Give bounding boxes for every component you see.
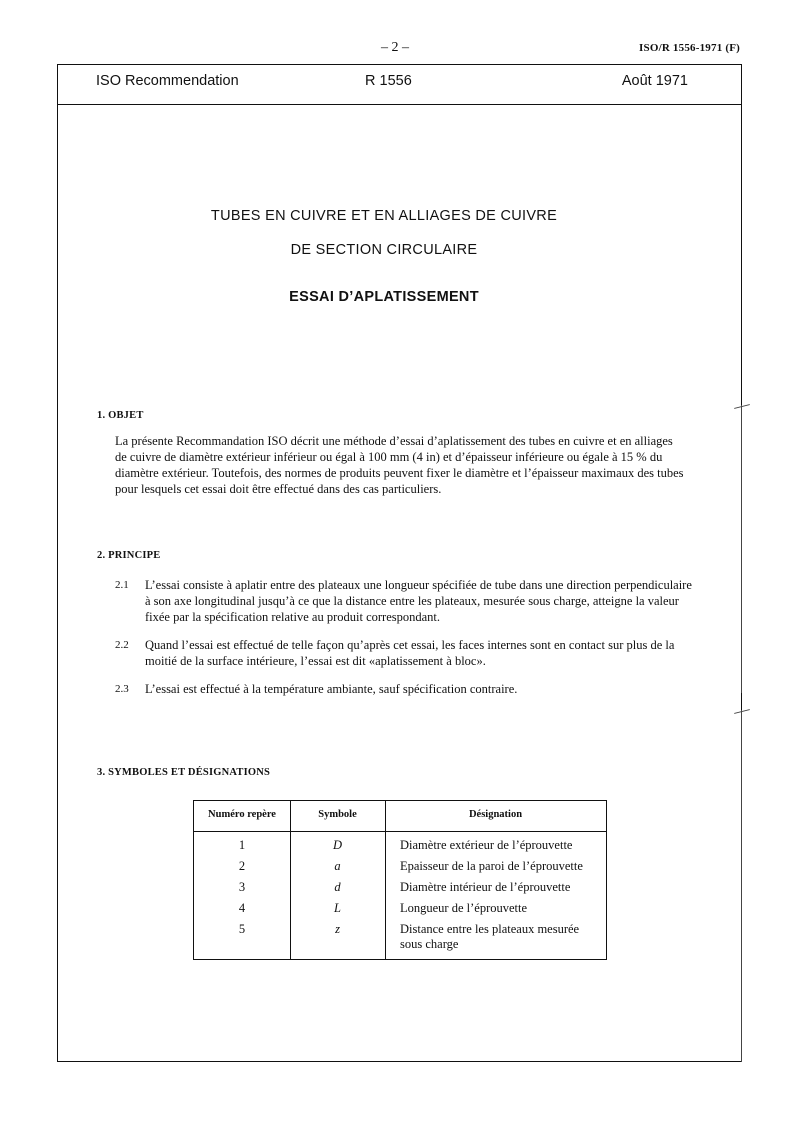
paragraph-line: L’essai consiste à aplatir entre des plateaux une longueur spécifiée de tube dans une direction perpendiculaire [145, 578, 692, 592]
paragraph-line: L’essai est effectué à la température ambiante, sauf spécification contraire. [145, 682, 518, 696]
section-1-paragraph [115, 433, 735, 497]
clause-2-1-text [145, 577, 730, 625]
row-number: 5 [238, 922, 246, 936]
document-reference: ISO/R 1556-1971 (F) [639, 42, 740, 54]
section-1-heading: 1. OBJET [97, 410, 144, 421]
header-number: R 1556 [365, 73, 412, 89]
title-line-2: DE SECTION CIRCULAIRE [290, 242, 478, 258]
section-2-heading: 2. PRINCIPE [97, 550, 161, 561]
table-header-symbol: Symbole [318, 809, 357, 820]
row-symbol: d [334, 880, 341, 894]
paragraph-line: Quand l’essai est effectué de telle façon qu’après cet essai, les faces internes sont en contact sur plus de la [145, 638, 675, 652]
table-header-divider [194, 831, 606, 832]
row-symbol: a [334, 859, 341, 873]
row-designation: Distance entre les plateaux mesurée sous charge [400, 922, 580, 951]
row-number: 3 [238, 880, 246, 894]
clause-2-3-text [145, 681, 730, 697]
paragraph-line: fixée par la spécification relative au produit correspondant. [145, 610, 441, 624]
paragraph-line: pour lesquels cet essai doit être effectué dans des cas particuliers. [115, 482, 442, 496]
margin-revision-line [741, 405, 742, 693]
table-header-number: Numéro repère [208, 809, 276, 820]
row-number: 1 [238, 838, 246, 852]
page-number: – 2 – [381, 40, 409, 55]
header-organization: ISO Recommendation [96, 73, 239, 89]
title-line-3: ESSAI D’APLATISSEMENT [289, 289, 479, 305]
row-symbol: L [334, 901, 341, 915]
row-number: 2 [238, 859, 246, 873]
row-symbol: z [335, 922, 340, 936]
clause-2-2-text [145, 637, 730, 669]
header-divider [57, 104, 742, 105]
row-number: 4 [238, 901, 246, 915]
clause-number: 2.3 [115, 683, 129, 695]
header-date: Août 1971 [621, 73, 688, 89]
clause-number: 2.1 [115, 579, 129, 591]
row-symbol: D [332, 838, 343, 852]
row-designation: Diamètre intérieur de l’éprouvette [400, 880, 571, 894]
table-header-designation: Désignation [468, 809, 523, 820]
section-3-heading: 3. SYMBOLES ET DÉSIGNATIONS [97, 767, 271, 778]
clause-number: 2.2 [115, 639, 129, 651]
paragraph-line: à son axe longitudinal jusqu’à ce que la distance entre les plateaux, mesurée sous charge, atteigne la valeur [145, 594, 679, 608]
paragraph-line: La présente Recommandation ISO décrit une méthode d’essai d’aplatissement des tubes en cuivre et en alliages [115, 434, 673, 448]
symbols-table [193, 800, 607, 960]
row-designation: Longueur de l’éprouvette [400, 901, 528, 915]
paragraph-line: de cuivre de diamètre extérieur inférieur ou égal à 100 mm (4 in) et d’épaisseur inférieure ou égale à 15 % du [115, 450, 663, 464]
table-column-divider [385, 801, 386, 959]
paragraph-line: diamètre extérieur. Toutefois, des normes de produits peuvent fixer le diamètre et l’épaisseur maximaux des tubes [115, 466, 684, 480]
margin-revision-line [741, 710, 742, 1062]
paragraph-line: moitié de la surface intérieure, l’essai est dit «aplatissement à bloc». [145, 654, 486, 668]
row-designation: Diamètre extérieur de l’éprouvette [400, 838, 573, 852]
row-designation: Epaisseur de la paroi de l’éprouvette [400, 859, 583, 873]
title-line-1: TUBES EN CUIVRE ET EN ALLIAGES DE CUIVRE [210, 208, 558, 224]
